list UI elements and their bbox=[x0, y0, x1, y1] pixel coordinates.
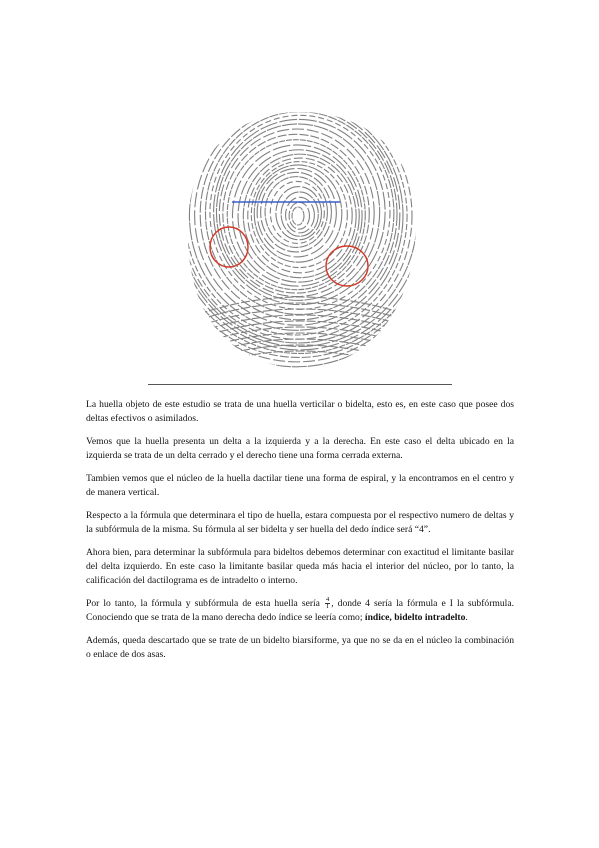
formula-fraction bbox=[325, 597, 330, 610]
paragraph-5: Ahora bien, para determinar la subfórmula para bideltos debemos determinar con exactitud el limitante basilar del delta izquierdo. En este caso la limitante basilar queda más hacia el interior del núcleo, por lo tanto, la calificación del dactilograma es de intradelto o interno. bbox=[86, 547, 514, 586]
fingerprint-ridge bbox=[176, 82, 423, 346]
formula-text-before: Por lo tanto, la fórmula y subfórmula de esta huella sería bbox=[86, 598, 320, 609]
formula-end: . bbox=[465, 612, 468, 623]
paragraph-6 bbox=[86, 597, 514, 625]
formula-text-after: , donde 4 sería la fórmula e I la subfórmula. Conociendo que se trata de la mano derecha dedo índice se leería como; bbox=[86, 598, 514, 623]
fingerprint-ridge bbox=[178, 351, 428, 376]
paragraph-1: La huella objeto de este estudio se trata de una huella verticilar o bidelta, esto es, en este caso que posee dos deltas efectivos o asimilados. bbox=[86, 399, 514, 424]
formula-denominator: I bbox=[326, 603, 329, 611]
fingerprint-ridges bbox=[152, 72, 441, 376]
fingerprint-ridge bbox=[232, 145, 362, 286]
document-body bbox=[86, 398, 514, 671]
fingerprint-ridge bbox=[292, 207, 304, 225]
paragraph-4: Respecto a la fórmula que determinara el tipo de huella, estara compuesta por el respectivo numero de deltas y la subfórmula de la misma. Su fórmula al ser bidelta y ser huella del dedo índice será “4”. bbox=[86, 510, 514, 535]
paragraph-3: Tambien vemos que el núcleo de la huella dactilar tiene una forma de espiral, y la encontramos en el centro y de manera vertical. bbox=[86, 473, 514, 498]
paragraph-2: Vemos que la huella presenta un delta a la izquierda y a la derecha. En este caso el delta ubicado en la izquierda se trata de un delta cerrado y el derecho tiene una forma cerrada externa. bbox=[86, 436, 514, 461]
fingerprint-ridge bbox=[216, 124, 379, 300]
figure-divider bbox=[148, 384, 452, 385]
fingerprint-figure bbox=[148, 72, 452, 384]
fingerprint-ridge bbox=[168, 72, 432, 353]
formula-numerator: 4 bbox=[325, 596, 330, 604]
fingerprint-ridge bbox=[189, 101, 403, 330]
formula-reading: índice, bidelto intradelto bbox=[364, 612, 466, 623]
fingerprint-image bbox=[148, 72, 452, 384]
fingerprint-ridge bbox=[243, 154, 356, 278]
paragraph-7: Además, queda descartado que se trate de un bidelto biarsiforme, ya que no se da en el núcleo la combinación o enlace de dos asas. bbox=[86, 635, 514, 660]
fingerprint-ridge bbox=[270, 181, 324, 243]
